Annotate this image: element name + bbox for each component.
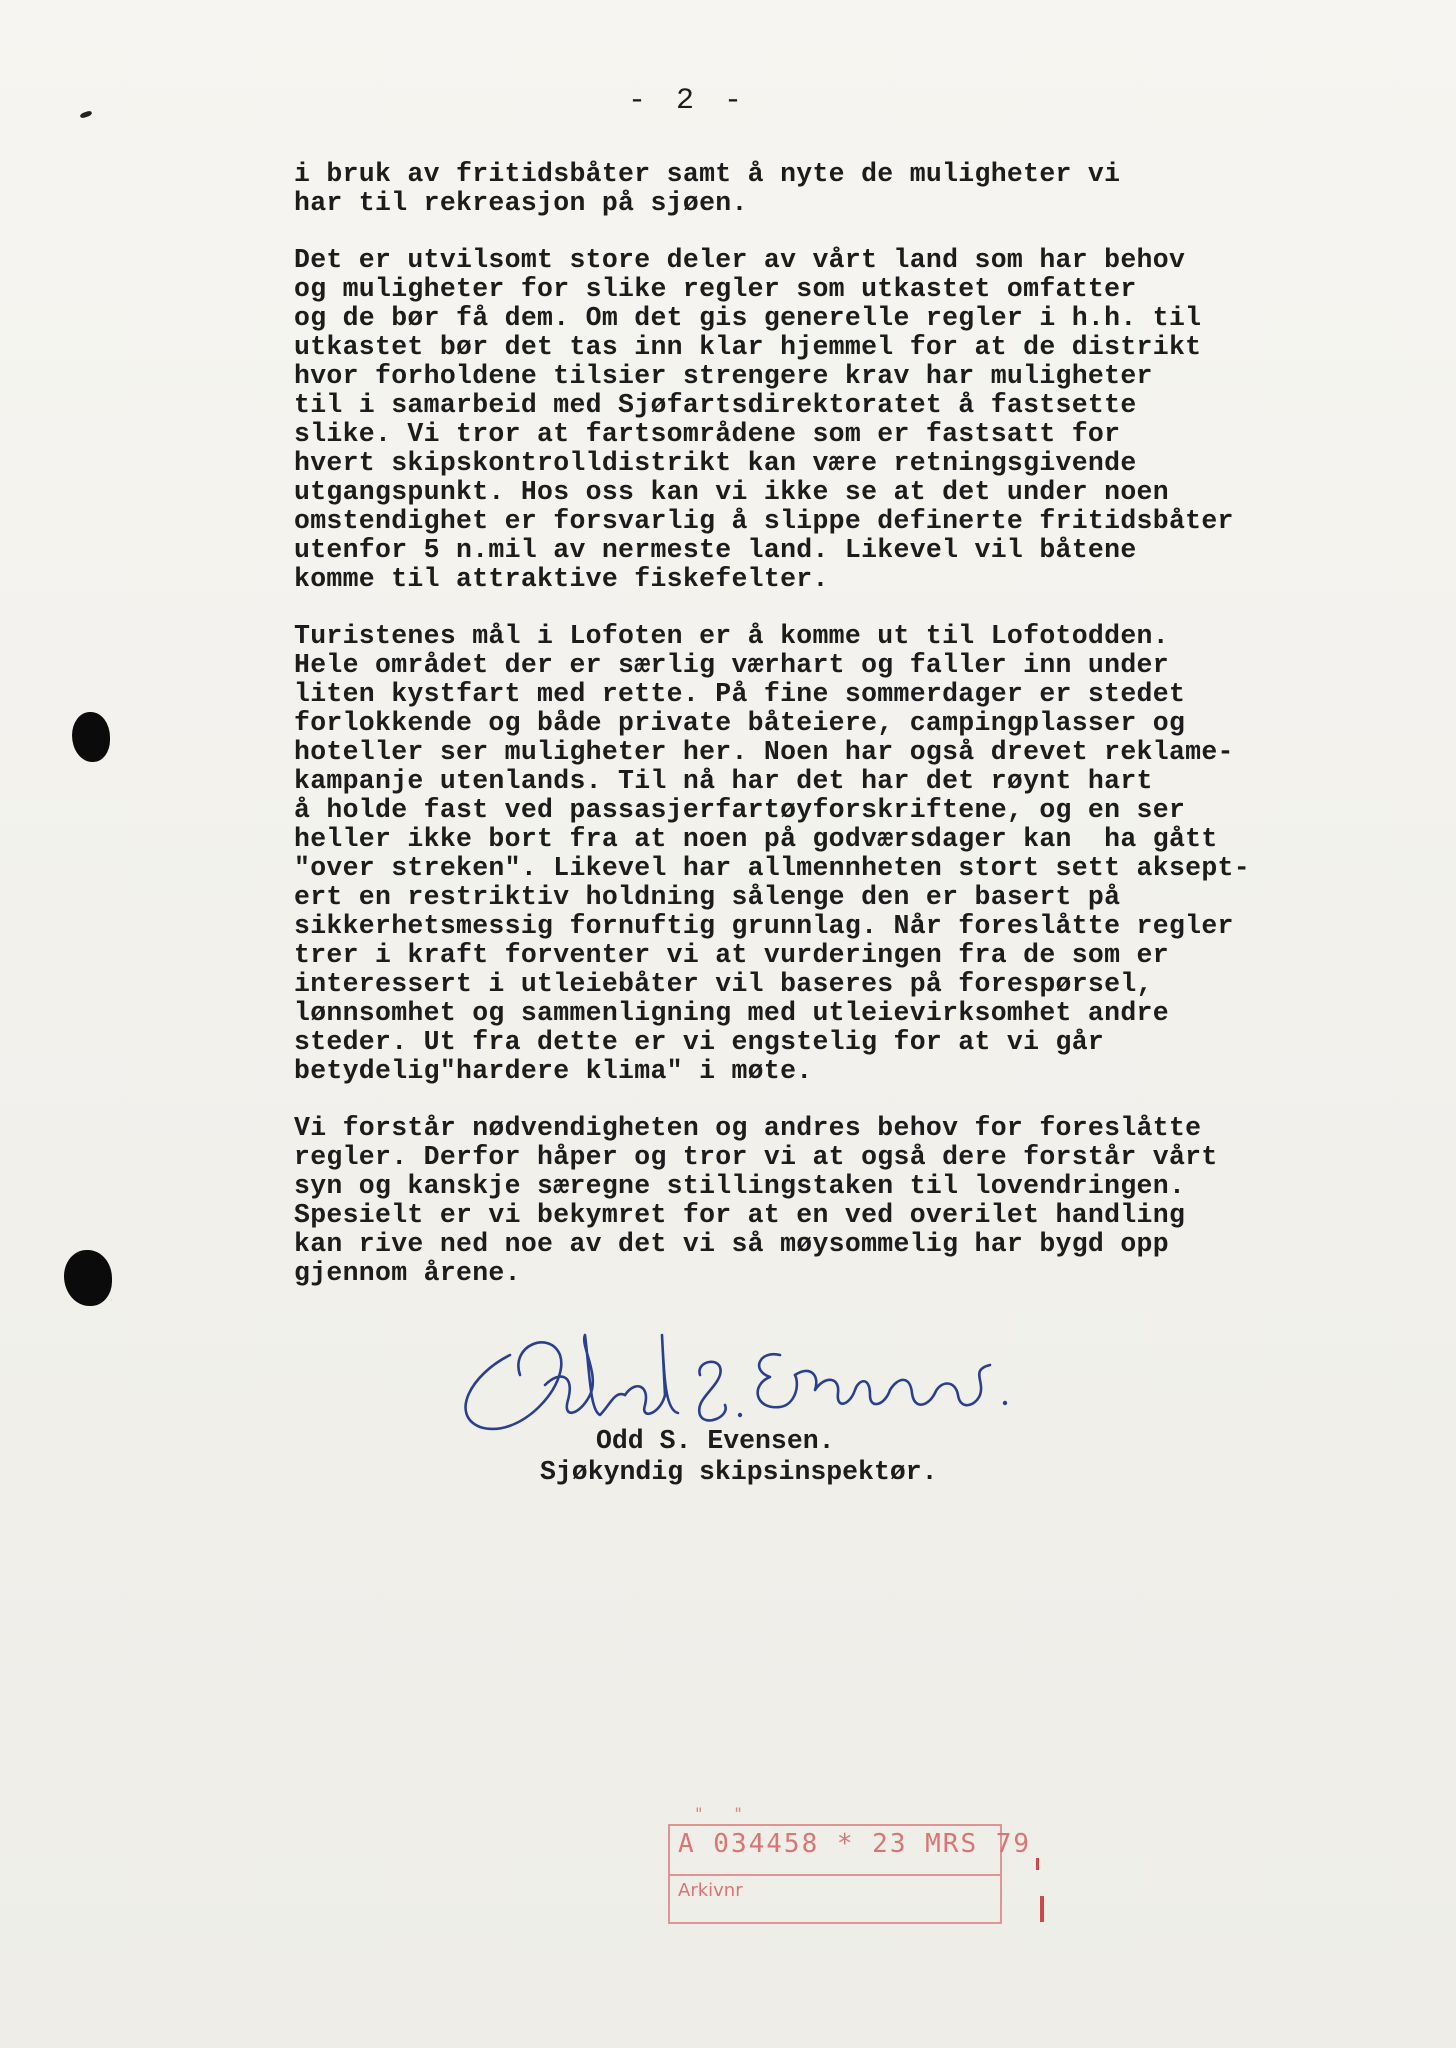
paragraph	[294, 622, 1294, 1086]
signatory-title: Sjøkyndig skipsinspektør.	[540, 1457, 938, 1487]
punch-hole-top	[72, 712, 110, 762]
letter-body	[294, 160, 1294, 1316]
text-line: har til rekreasjon på sjøen.	[294, 188, 748, 218]
text-line: hoteller ser muligheter her. Noen har også drevet reklame-	[294, 737, 1234, 767]
stamp-number: A 034458 * 23 MRS 79	[678, 1829, 1032, 1859]
stamp-divider	[670, 1874, 1000, 1876]
text-line: sikkerhetsmessig fornuftig grunnlag. Når foreslåtte regler	[294, 911, 1234, 941]
stamp-frame	[668, 1824, 1032, 1924]
text-line: heller ikke bort fra at noen på godværsdager kan ha gått	[294, 824, 1218, 854]
text-line: trer i kraft forventer vi at vurderingen fra de som er	[294, 940, 1169, 970]
text-line: kampanje utenlands. Til nå har det har det røynt hart	[294, 766, 1153, 796]
text-line: syn og kanskje særegne stillingstaken til lovendringen.	[294, 1171, 1186, 1201]
text-line: utkastet bør det tas inn klar hjemmel for at de distrikt	[294, 332, 1202, 362]
text-line: utgangspunkt. Hos oss kan vi ikke se at det under noen	[294, 477, 1169, 507]
text-line: betydelig"hardere klima" i møte.	[294, 1056, 813, 1086]
signature-block	[540, 1426, 1040, 1488]
stamp-mark	[1040, 1896, 1044, 1922]
text-line: komme til attraktive fiskefelter.	[294, 564, 829, 594]
text-line: kan rive ned noe av det vi så møysommelig har bygd opp	[294, 1229, 1169, 1259]
punch-hole-bottom	[64, 1250, 112, 1306]
text-line: forlokkende og både private båteiere, campingplasser og	[294, 708, 1186, 738]
text-line: Hele området der er særlig værhart og faller inn under	[294, 650, 1169, 680]
text-line: hvert skipskontrolldistrikt kan være retningsgivende	[294, 448, 1137, 478]
text-line: og de bør få dem. Om det gis generelle regler i h.h. til	[294, 303, 1202, 333]
stamp-marks: " "	[694, 1804, 753, 1823]
text-line: og muligheter for slike regler som utkastet omfatter	[294, 274, 1137, 304]
text-line: ert en restriktiv holdning sålenge den er basert på	[294, 882, 1121, 912]
text-line: Turistenes mål i Lofoten er å komme ut til Lofotodden.	[294, 621, 1169, 651]
text-line: i bruk av fritidsbåter samt å nyte de muligheter vi	[294, 159, 1121, 189]
paragraph	[294, 160, 1294, 218]
text-line: steder. Ut fra dette er vi engstelig for at vi går	[294, 1027, 1105, 1057]
text-line: regler. Derfor håper og tror vi at også dere forstår vårt	[294, 1142, 1218, 1172]
text-line: lønnsomhet og sammenligning med utleievirksomhet andre	[294, 998, 1169, 1028]
text-line: Det er utvilsomt store deler av vårt land som har behov	[294, 245, 1186, 275]
text-line: slike. Vi tror at fartsområdene som er fastsatt for	[294, 419, 1121, 449]
text-line: hvor forholdene tilsier strengere krav har muligheter	[294, 361, 1153, 391]
text-line: Spesielt er vi bekymret for at en ved overilet handling	[294, 1200, 1186, 1230]
text-line: å holde fast ved passasjerfartøyforskriftene, og en ser	[294, 795, 1186, 825]
bleed-through-text	[390, 1570, 1030, 1690]
signatory-name: Odd S. Evensen.	[596, 1426, 835, 1456]
archive-stamp	[668, 1804, 1032, 1926]
text-line: omstendighet er forsvarlig å slippe definerte fritidsbåter	[294, 506, 1234, 536]
paragraph	[294, 1114, 1294, 1288]
stamp-mark	[1036, 1858, 1039, 1870]
text-line: interessert i utleiebåter vil baseres på forespørsel,	[294, 969, 1153, 999]
paragraph	[294, 246, 1294, 594]
stamp-label: Arkivnr	[678, 1880, 743, 1901]
page-number: - 2 -	[627, 84, 748, 118]
text-line: liten kystfart med rette. På fine sommerdager er stedet	[294, 679, 1186, 709]
text-line: utenfor 5 n.mil av nermeste land. Likevel vil båtene	[294, 535, 1137, 565]
text-line: Vi forstår nødvendigheten og andres behov for foreslåtte	[294, 1113, 1202, 1143]
text-line: gjennom årene.	[294, 1258, 521, 1288]
text-line: til i samarbeid med Sjøfartsdirektoratet å fastsette	[294, 390, 1137, 420]
text-line: "over streken". Likevel har allmennheten stort sett aksept-	[294, 853, 1250, 883]
